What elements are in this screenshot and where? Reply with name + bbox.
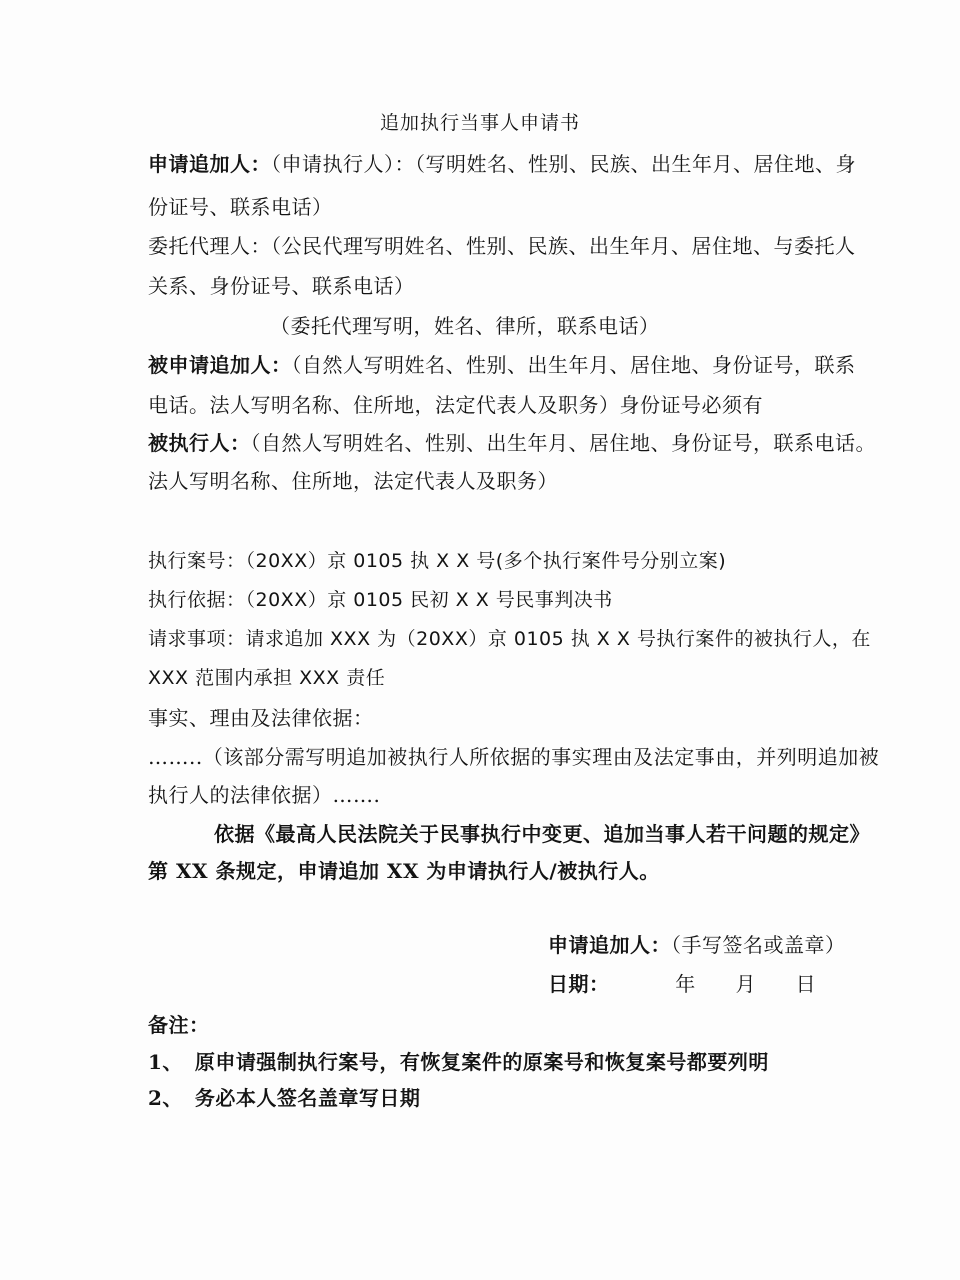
facts-line-1: ……..（该部分需写明追加被执行人所依据的事实理由及法定事由，并列明追加被 [148,745,880,769]
remark-item-1-text: 原申请强制执行案号，有恢复案件的原案号和恢复案号都要列明 [194,1050,769,1074]
case-number: 执行案号：（20XX）京 0105 执 X X 号(多个执行案件号分别立案) [148,550,727,572]
date-day: 日 [795,972,817,996]
remark-item-2-text: 务必本人签名盖章写日期 [194,1086,421,1110]
remark-item-1-num: 1、 [148,1050,183,1074]
respondent-line-2: 电话。法人写明名称、住所地，法定代表人及职务）身份证号必须有 [148,393,763,417]
signature-note: （手写签名或盖章） [671,933,846,957]
executee-line-2: 法人写明名称、住所地，法定代表人及职务） [148,469,558,493]
signature-label: 申请追加人： [548,933,671,957]
respondent-desc-1: （自然人写明姓名、性别、出生年月、居住地、身份证号，联系 [291,353,856,377]
execution-basis: 执行依据：（20XX）京 0105 民初 X X 号民事判决书 [148,589,613,611]
date-label: 日期： [548,972,610,996]
executee-label: 被执行人： [148,431,251,455]
applicant-desc-1: （申请执行人）：（写明姓名、性别、民族、出生年月、居住地、身 [271,152,856,176]
signature-line [548,931,846,959]
applicant-line-1 [148,150,856,178]
request-line-1: 请求事项：请求追加 XXX 为（20XX）京 0105 执 X X 号执行案件的被执行人，在 [148,628,871,650]
respondent-label: 被申请追加人： [148,353,292,377]
agent-line-1: 委托代理人：（公民代理写明姓名、性别、民族、出生年月、居住地、与委托人 [148,234,856,258]
facts-line-2: 执行人的法律依据）……. [148,783,381,807]
date-month: 月 [735,972,756,996]
remark-item-1 [148,1048,769,1076]
remarks-heading: 备注： [148,1013,210,1037]
executee-line-1 [148,429,876,457]
applicant-line-2: 份证号、联系电话） [148,195,333,219]
conclusion-line-2: 第 XX 条规定，申请追加 XX 为申请执行人/被执行人。 [148,859,660,883]
conclusion-line-1: 依据《最高人民法院关于民事执行中变更、追加当事人若干问题的规定》 [214,822,870,846]
executee-desc-1: （自然人写明姓名、性别、出生年月、居住地、身份证号，联系电话。 [250,431,876,455]
remark-item-2 [148,1084,420,1112]
date-year: 年 [675,972,696,996]
document-title: 追加执行当事人申请书 [379,112,580,134]
applicant-label: 申请追加人： [148,152,271,176]
date-line [548,970,816,998]
request-line-2: XXX 范围内承担 XXX 责任 [148,667,386,689]
agent-line-2: 关系、身份证号、联系电话） [148,274,415,298]
remark-item-2-num: 2、 [148,1086,183,1110]
respondent-line-1 [148,351,856,379]
facts-heading: 事实、理由及法律依据： [148,706,374,730]
agent-line-3: （委托代理写明，姓名、律所，联系电话） [270,314,660,338]
